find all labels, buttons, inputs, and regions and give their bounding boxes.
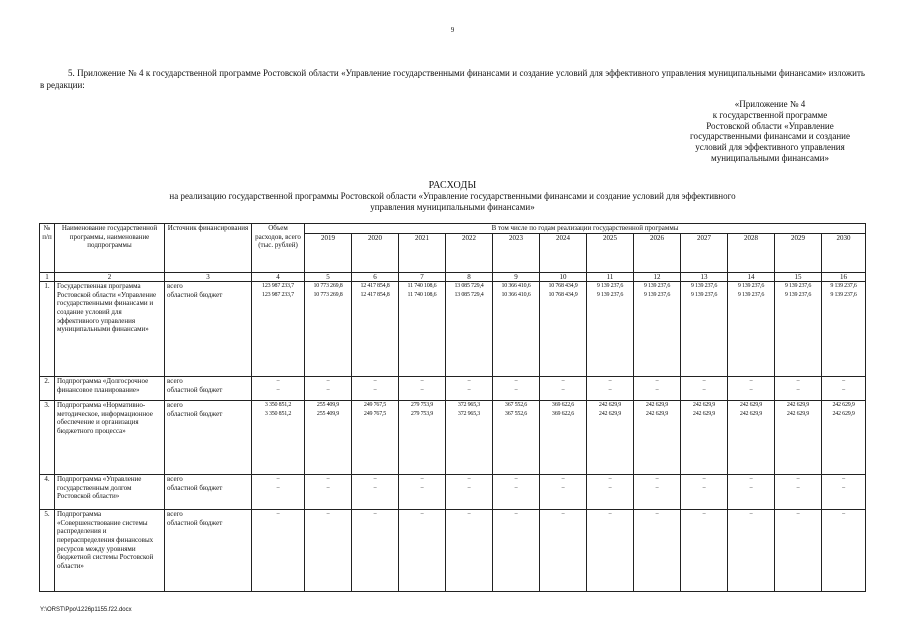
row-year-value (446, 475, 493, 510)
value-regional-budget: 13 085 729,4 (454, 292, 484, 299)
appendix-line: условий для эффективного управления (695, 142, 845, 153)
value-total: – (796, 511, 800, 518)
value-total: 242 629,9 (692, 402, 716, 409)
value-regional-budget: – (608, 485, 612, 492)
value-total: – (514, 511, 518, 518)
value-total: 13 085 729,4 (454, 283, 484, 290)
row-number: 3. (40, 401, 55, 475)
value-total: 10 768 434,9 (548, 283, 578, 290)
row-year-value (775, 377, 822, 401)
header-year-2019: 2019 (305, 233, 352, 272)
value-regional-budget: – (420, 387, 424, 394)
header-name: Наименование государственной программы, наименование подпрограммы (55, 224, 165, 273)
funding-source-label: областной бюджет (167, 291, 223, 300)
row-number: 5. (40, 510, 55, 592)
table-row (40, 475, 866, 510)
column-number: 11 (587, 272, 634, 282)
value-regional-budget: 372 965,3 (457, 411, 481, 418)
row-year-value (822, 401, 866, 475)
value-regional-budget: – (467, 485, 471, 492)
row-program-name: Подпрограмма «Нормативно-методическое, информационное обеспечение и организация бюджетного процесса» (55, 401, 165, 475)
row-year-value (681, 377, 728, 401)
value-total: 9 139 237,6 (643, 283, 671, 290)
row-year-value (446, 282, 493, 377)
funding-source-label: областной бюджет (167, 484, 223, 493)
value-regional-budget: 242 629,9 (692, 411, 716, 418)
value-total: 3 350 851,2 (264, 402, 292, 409)
value-regional-budget: 242 629,9 (786, 411, 810, 418)
header-volume: Объем расходов, всего (тыс. рублей) (252, 224, 305, 273)
value-total: – (326, 476, 330, 483)
value-regional-budget: – (373, 387, 377, 394)
row-year-value (493, 282, 540, 377)
row-year-value (540, 377, 587, 401)
value-total: – (467, 476, 471, 483)
value-total: – (561, 511, 565, 518)
value-regional-budget (352, 519, 398, 528)
row-year-value (305, 401, 352, 475)
value-total: 242 629,9 (739, 402, 763, 409)
row-total-volume (252, 475, 305, 510)
row-year-value (681, 510, 728, 592)
row-year-value (822, 475, 866, 510)
value-regional-budget: – (326, 387, 330, 394)
funding-source-label: всего (167, 282, 183, 291)
column-number: 10 (540, 272, 587, 282)
row-program-name: Подпрограмма «Управление государственным долгом Ростовской области» (55, 475, 165, 510)
value-regional-budget: 255 409,9 (316, 411, 340, 418)
value-regional-budget (822, 519, 865, 528)
value-total: – (655, 378, 659, 385)
header-year-2021: 2021 (399, 233, 446, 272)
value-total: – (276, 476, 280, 483)
value-regional-budget: – (796, 387, 800, 394)
value-regional-budget: – (561, 387, 565, 394)
row-year-value (352, 475, 399, 510)
value-regional-budget: 9 139 237,6 (784, 292, 812, 299)
table-row (40, 377, 866, 401)
value-regional-budget: 242 629,9 (832, 411, 855, 418)
value-regional-budget (681, 519, 727, 528)
value-total: 242 629,9 (598, 402, 622, 409)
funding-source-label: всего (167, 401, 183, 410)
row-year-value (399, 475, 446, 510)
appendix-reference (660, 99, 880, 164)
row-funding-source (165, 377, 252, 401)
header-year-2028: 2028 (728, 233, 775, 272)
footer-file-path: Y:\ORST\Ppo\1226p1155.f22.docx (40, 607, 132, 613)
value-total: 279 753,9 (410, 402, 434, 409)
row-year-value (540, 510, 587, 592)
value-regional-budget: 10 768 434,9 (548, 292, 578, 299)
row-year-value (728, 475, 775, 510)
value-total: – (276, 378, 280, 385)
value-regional-budget: 12 417 854,8 (360, 292, 390, 299)
row-year-value (399, 401, 446, 475)
row-program-name: Государственная программа Ростовской области «Управление государственными финансами и создание условий для эффективного управления муниципальными финансами» (55, 282, 165, 377)
column-number: 1 (40, 272, 55, 282)
row-year-value (352, 401, 399, 475)
row-year-value (634, 377, 681, 401)
value-regional-budget: – (561, 485, 565, 492)
value-regional-budget: 242 629,9 (598, 411, 622, 418)
header-year-2024: 2024 (540, 233, 587, 272)
value-regional-budget: 367 552,6 (504, 411, 528, 418)
row-year-value (305, 475, 352, 510)
row-year-value (587, 475, 634, 510)
column-number: 9 (493, 272, 540, 282)
page-number: 9 (450, 26, 455, 34)
value-regional-budget (493, 519, 539, 528)
row-year-value (775, 475, 822, 510)
appendix-line: к государственной программе (712, 109, 828, 120)
table-row (40, 282, 866, 377)
row-year-value (493, 510, 540, 592)
header-source: Источник финансирования (165, 224, 252, 273)
document-subtitle: на реализацию государственной программы Ростовской области «Управление государственными финансами и создание условий для эффективного управления муниципальными финансами» (169, 191, 736, 212)
row-number: 2. (40, 377, 55, 401)
row-year-value (728, 377, 775, 401)
value-regional-budget: – (796, 485, 800, 492)
value-total: – (608, 476, 612, 483)
value-regional-budget (775, 519, 821, 528)
value-total: – (702, 511, 706, 518)
row-year-value (587, 377, 634, 401)
value-regional-budget: 123 987 233,7 (262, 292, 294, 299)
row-total-volume (252, 377, 305, 401)
value-regional-budget: 279 753,9 (410, 411, 434, 418)
value-regional-budget: – (514, 387, 518, 394)
value-regional-budget: – (702, 387, 706, 394)
value-total: – (420, 476, 424, 483)
value-regional-budget: 9 139 237,6 (830, 292, 857, 299)
value-total: – (702, 378, 706, 385)
column-number: 5 (305, 272, 352, 282)
value-regional-budget: – (276, 485, 280, 492)
value-regional-budget: – (842, 387, 845, 394)
value-total: – (608, 511, 612, 518)
row-year-value (352, 510, 399, 592)
value-total: 9 139 237,6 (690, 283, 718, 290)
row-program-name: Подпрограмма «Совершенствование системы распределения и перераспределения финансовых ресурсов между уровнями бюджетной системы Ростовской области» (55, 510, 165, 592)
row-year-value (540, 282, 587, 377)
header-year-2026: 2026 (634, 233, 681, 272)
row-year-value (681, 282, 728, 377)
row-year-value (352, 377, 399, 401)
value-regional-budget: 9 139 237,6 (737, 292, 765, 299)
row-year-value (728, 401, 775, 475)
value-regional-budget (728, 519, 774, 528)
column-number: 4 (252, 272, 305, 282)
value-total: – (608, 378, 612, 385)
header-year-2027: 2027 (681, 233, 728, 272)
row-funding-source (165, 282, 252, 377)
value-total: 10 366 410,6 (501, 283, 531, 290)
value-regional-budget: 10 773 269,8 (313, 292, 343, 299)
row-total-volume (252, 401, 305, 475)
funding-source-label: всего (167, 377, 183, 386)
value-total: 9 139 237,6 (784, 283, 812, 290)
value-total: 9 139 237,6 (596, 283, 624, 290)
row-year-value (634, 475, 681, 510)
value-regional-budget: 242 629,9 (739, 411, 763, 418)
column-number: 2 (55, 272, 165, 282)
document-title: РАСХОДЫ (428, 180, 477, 191)
row-year-value (493, 475, 540, 510)
value-regional-budget: 11 740 108,6 (407, 292, 437, 299)
value-regional-budget: 242 629,9 (645, 411, 669, 418)
value-total: 255 409,9 (316, 402, 340, 409)
column-number: 8 (446, 272, 493, 282)
row-year-value (634, 510, 681, 592)
funding-source-label: областной бюджет (167, 410, 223, 419)
column-number: 3 (165, 272, 252, 282)
row-year-value (540, 475, 587, 510)
row-funding-source (165, 401, 252, 475)
value-total: – (514, 476, 518, 483)
value-total: – (326, 511, 330, 518)
row-number: 1. (40, 282, 55, 377)
value-total: – (796, 378, 800, 385)
value-regional-budget (634, 519, 680, 528)
value-regional-budget: – (655, 387, 659, 394)
value-regional-budget (587, 519, 633, 528)
intro-paragraph: 5. Приложение № 4 к государственной программе Ростовской области «Управление государственными финансами и создание условий для эффективного управления муниципальными финансами» изложить в редакции: (40, 68, 865, 90)
table-row (40, 401, 866, 475)
row-year-value (775, 282, 822, 377)
value-regional-budget: 9 139 237,6 (643, 292, 671, 299)
row-year-value (634, 282, 681, 377)
value-total: – (561, 476, 565, 483)
row-year-value (681, 401, 728, 475)
row-total-volume (252, 282, 305, 377)
value-total: – (749, 476, 753, 483)
row-year-value (446, 377, 493, 401)
row-number: 4. (40, 475, 55, 510)
row-year-value (352, 282, 399, 377)
column-number: 16 (822, 272, 866, 282)
header-year-2025: 2025 (587, 233, 634, 272)
value-total: 369 622,6 (551, 402, 575, 409)
value-total: – (749, 378, 753, 385)
value-regional-budget: 9 139 237,6 (690, 292, 718, 299)
value-regional-budget (305, 519, 351, 528)
value-regional-budget: – (326, 485, 330, 492)
value-regional-budget: – (702, 485, 706, 492)
row-year-value (822, 282, 866, 377)
appendix-line: «Приложение № 4 (734, 99, 806, 109)
row-funding-source (165, 510, 252, 592)
value-total: 242 629,9 (645, 402, 669, 409)
value-total: 10 773 269,8 (313, 283, 343, 290)
value-regional-budget: – (749, 387, 753, 394)
row-year-value (399, 282, 446, 377)
column-number: 14 (728, 272, 775, 282)
table-row (40, 510, 866, 592)
header-years-group: В том числе по годам реализации государственной программы (305, 224, 866, 234)
value-regional-budget: – (514, 485, 518, 492)
row-year-value (728, 282, 775, 377)
row-year-value (540, 401, 587, 475)
value-total: 372 965,3 (457, 402, 481, 409)
expenses-table (39, 223, 866, 592)
value-total: – (842, 378, 845, 385)
value-total: – (749, 511, 753, 518)
value-regional-budget: – (749, 485, 753, 492)
value-total: – (276, 511, 280, 518)
value-total: – (467, 378, 471, 385)
row-year-value (634, 401, 681, 475)
value-total: 12 417 854,8 (360, 283, 390, 290)
header-year-2022: 2022 (446, 233, 493, 272)
column-number: 12 (634, 272, 681, 282)
value-total: – (467, 511, 471, 518)
value-total: – (514, 378, 518, 385)
header-year-2020: 2020 (352, 233, 399, 272)
value-total: – (326, 378, 330, 385)
value-total: – (373, 511, 377, 518)
value-regional-budget (446, 519, 492, 528)
row-year-value (305, 377, 352, 401)
appendix-line: Ростовской области «Управление (706, 120, 834, 131)
row-year-value (775, 401, 822, 475)
row-year-value (493, 377, 540, 401)
funding-source-label: областной бюджет (167, 386, 223, 395)
value-total: – (373, 378, 377, 385)
value-total: – (373, 476, 377, 483)
value-regional-budget: 249 767,5 (363, 411, 387, 418)
row-year-value (822, 510, 866, 592)
column-number: 6 (352, 272, 399, 282)
header-year-2029: 2029 (775, 233, 822, 272)
row-year-value (399, 510, 446, 592)
row-year-value (493, 401, 540, 475)
row-year-value (728, 510, 775, 592)
funding-source-label: всего (167, 510, 183, 519)
appendix-line: государственными финансами и создание (690, 131, 850, 142)
value-regional-budget: 10 366 410,6 (501, 292, 531, 299)
funding-source-label: областной бюджет (167, 519, 223, 528)
value-total: 11 740 108,6 (407, 283, 437, 290)
value-regional-budget (540, 519, 586, 528)
row-year-value (446, 401, 493, 475)
column-number: 13 (681, 272, 728, 282)
value-total: 242 629,9 (832, 402, 855, 409)
row-year-value (305, 510, 352, 592)
value-regional-budget (399, 519, 445, 528)
row-year-value (775, 510, 822, 592)
row-year-value (446, 510, 493, 592)
appendix-line: муниципальными финансами» (711, 152, 829, 163)
value-total: – (420, 378, 424, 385)
value-total: 123 987 233,7 (262, 283, 294, 290)
row-total-volume (252, 510, 305, 592)
value-regional-budget: 9 139 237,6 (596, 292, 624, 299)
value-total: – (420, 511, 424, 518)
column-number: 7 (399, 272, 446, 282)
value-total: – (655, 476, 659, 483)
value-total: – (561, 378, 565, 385)
value-total: 249 767,5 (363, 402, 387, 409)
value-regional-budget: – (420, 485, 424, 492)
value-total: 9 139 237,6 (737, 283, 765, 290)
value-total: – (655, 511, 659, 518)
row-year-value (399, 377, 446, 401)
value-regional-budget (252, 519, 304, 528)
value-total: – (796, 476, 800, 483)
value-total: – (842, 511, 845, 518)
value-regional-budget: – (276, 387, 280, 394)
row-funding-source (165, 475, 252, 510)
row-year-value (587, 401, 634, 475)
row-year-value (681, 475, 728, 510)
value-regional-budget: – (608, 387, 612, 394)
column-number: 15 (775, 272, 822, 282)
value-regional-budget: – (842, 485, 845, 492)
value-regional-budget: – (467, 387, 471, 394)
header-year-2030: 2030 (822, 233, 866, 272)
value-regional-budget: – (655, 485, 659, 492)
row-program-name: Подпрограмма «Долгосрочное финансовое планирование» (55, 377, 165, 401)
row-year-value (587, 510, 634, 592)
header-num: № п/п (40, 224, 55, 273)
row-year-value (587, 282, 634, 377)
value-total: – (842, 476, 845, 483)
value-total: 9 139 237,6 (830, 283, 857, 290)
funding-source-label: всего (167, 475, 183, 484)
value-regional-budget: 369 622,6 (551, 411, 575, 418)
row-year-value (305, 282, 352, 377)
value-total: 242 629,9 (786, 402, 810, 409)
value-regional-budget: – (373, 485, 377, 492)
value-regional-budget: 3 350 851,2 (264, 411, 292, 418)
value-total: 367 552,6 (504, 402, 528, 409)
row-year-value (822, 377, 866, 401)
header-year-2023: 2023 (493, 233, 540, 272)
value-total: – (702, 476, 706, 483)
